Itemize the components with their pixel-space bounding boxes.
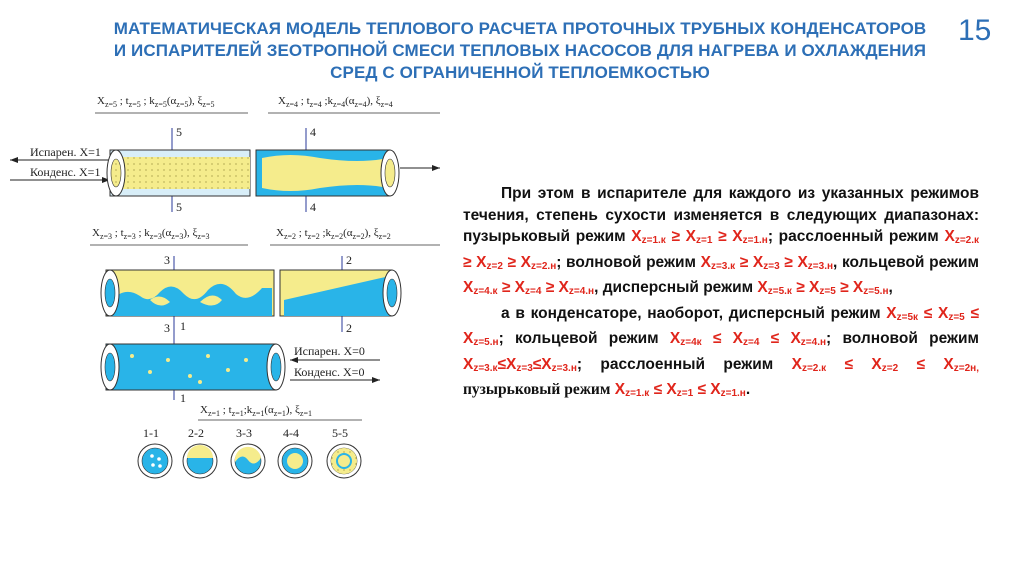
formula-z1: [198, 404, 362, 420]
body-text: [463, 183, 979, 405]
flow-regime-diagram: [0, 0, 470, 520]
slide-title: МАТЕМАТИЧЕСКАЯ МОДЕЛЬ ТЕПЛОВОГО РАСЧЕТА ПРОТОЧНЫХ ТРУБНЫХ КОНДЕНСАТОРОВ И ИСПАРИТЕЛЕЙ ЗЕОТРОПНОЙ СМЕСИ ТЕПЛОВЫХ НАСОСОВ ДЛЯ НАГРЕВА И ОХЛАЖДЕНИЯ СРЕД С ОГРАНИЧЕННОЙ ТЕПЛОЕМКОСТЬЮ: [113, 19, 927, 82]
cross-sections: [138, 426, 361, 478]
svg-text:2: 2: [346, 321, 352, 335]
svg-text:Xz=2 ; tz=2 ;kz=2(αz=2), ξz=2: $X_{z=2}$ ; $t_{z=2}$ $;k_{z=2}(\alpha_{z=2})$, $\xi_{z=2}$: [276, 227, 391, 241]
formula-z2: [270, 227, 440, 245]
paragraph-condenser: а в конденсаторе, наоборот, дисперсный режим $X_{z=5к} \le X_{z=5} \le X_{z=5.н}$; кольцевой режим $X_{z=4к} \le X_{z=4} \le X_{z=4.н}$; волновой режим $X_{z=3.к}\le X_{z=3}\le X_{z=3.н}$; расслоенный режим $X_{z=2.к} \le X_{z=2} \le X_{z=2н,}$ пузырьковый режим $X_{z=1.к} \le X_{z=1} \le X_{z=1.н}$.: [463, 304, 979, 399]
section-3-label: 3: [164, 253, 170, 267]
svg-text:1: 1: [180, 391, 186, 405]
svg-text:Xz=4 ; tz=4 ;kz=4(αz=4), ξz=4: $X_{z=4}$ ; $t_{z=4}$ $;k_{z=4}(\alpha_{z=4})$, $\xi_{z=4}$: [278, 95, 393, 109]
paragraph-evaporator: При этом в испарителе для каждого из указанных режимов течения, степень сухости изменяется в следующих диапазонах: пузырьковый режим $X_{z=1.к} \ge X_{z=1} \ge X_{z=1.н}$; расслоенный режим $X_{z=2.к} \ge X_{z=2} \ge X_{z=2.н}$; волновой режим $X_{z=3.к} \ge X_{z=3} \ge X_{z=3.н}$, кольцевой режим $X_{z=4.к} \ge X_{z=4} \ge X_{z=4.н}$, дисперсный режим $X_{z=5.к} \ge X_{z=5} \ge X_{z=5.н}$,: [463, 185, 979, 297]
page-number: 15: [958, 14, 992, 47]
svg-text:2-2: 2-2: [188, 426, 204, 440]
svg-text:3-3: 3-3: [236, 426, 252, 440]
svg-text:4-4: 4-4: [283, 426, 299, 440]
svg-text:5: 5: [176, 200, 182, 214]
svg-text:Xz=5 ; tz=5 ; kz=5(αz=5), ξz=5: $X_{z=5}$ ; $t_{z=5}$ ; $k_{z=5}(\alpha_{z=5})$, $\xi_{z=5}$: [97, 95, 215, 109]
cond-label-x1: Конденс. X=1: [30, 165, 101, 179]
formula-z5: [95, 95, 248, 113]
cond-label-x0: Конденс. X=0: [294, 365, 365, 379]
pipe-middle-right: [280, 270, 401, 316]
section-5-label: 5: [176, 125, 182, 139]
formula-z4: [268, 95, 440, 113]
svg-text:3: 3: [164, 321, 170, 335]
svg-text:1-1: 1-1: [143, 426, 159, 440]
section-1-label: 1: [180, 319, 186, 333]
formula-z3: [90, 227, 248, 245]
pipe-bottom: [101, 344, 285, 390]
svg-text:Xz=3 ; tz=3 ; kz=3(αz=3), ξz=3: $X_{z=3}$ ; $t_{z=3}$ ; $k_{z=3}(\alpha_{z=3})$, $\xi_{z=3}$: [92, 227, 210, 241]
pipe-top-right: [256, 150, 399, 196]
section-2-label: 2: [346, 253, 352, 267]
pipe-middle-left: [101, 270, 274, 316]
evap-label-x1: Испарен. X=1: [30, 145, 101, 159]
svg-text:4: 4: [310, 200, 316, 214]
svg-text:Xz=1 ; tz=1;kz=1(αz=1), ξz=1: $X_{z=1}$ ; $t_{z=1};k_{z=1}(\alpha_{z=1})$, $\xi_{z=1}$: [200, 404, 312, 418]
section-4-label: 4: [310, 125, 316, 139]
pipe-top-left: [107, 150, 250, 196]
evap-label-x0: Испарен. X=0: [294, 344, 365, 358]
svg-text:5-5: 5-5: [332, 426, 348, 440]
